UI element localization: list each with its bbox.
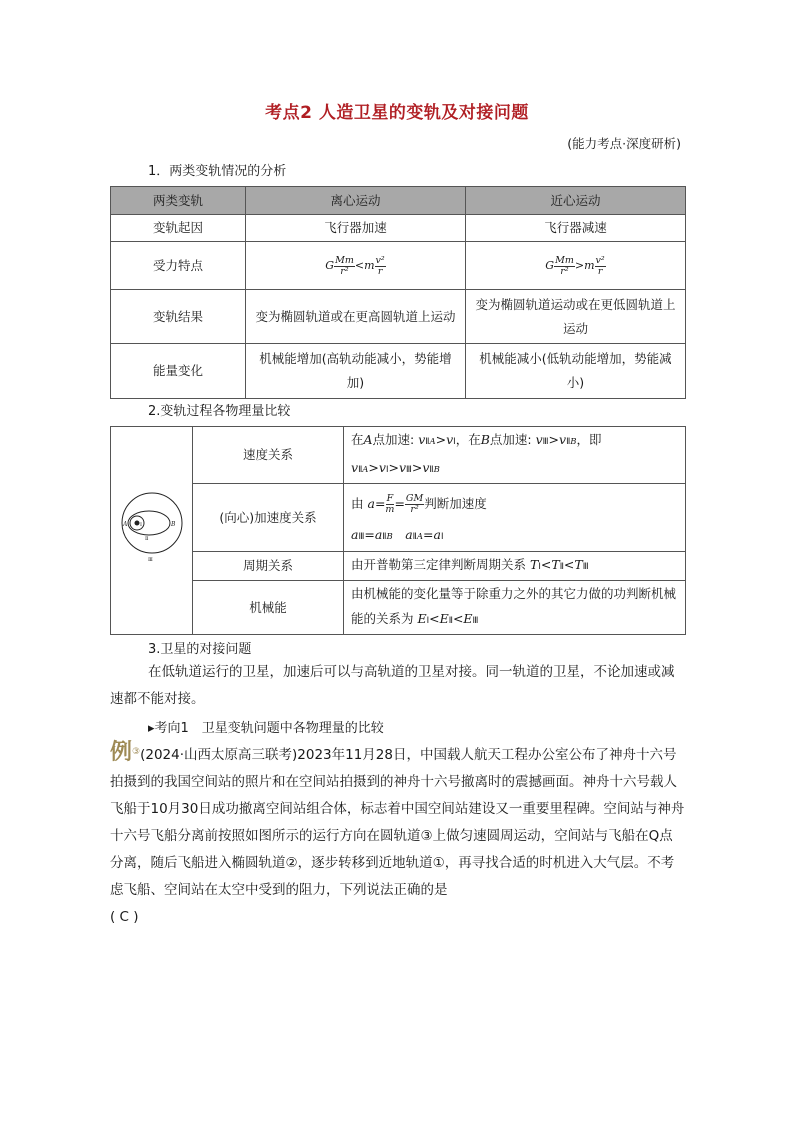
period-relation: 由开普勒第三定律判断周期关系 TⅠ<TⅡ<TⅢ xyxy=(344,552,686,581)
svg-text:B: B xyxy=(170,520,175,528)
svg-text:Ⅲ: Ⅲ xyxy=(147,556,153,563)
table-row xyxy=(111,290,686,344)
comparison-table xyxy=(110,426,686,635)
energy-relation: 由机械能的变化量等于除重力之外的其它力做的功判断机械能的关系为 EⅠ<EⅡ<EⅢ xyxy=(344,581,686,635)
docking-paragraph: 在低轨道运行的卫星，加速后可以与高轨道的卫星对接。同一轨道的卫星，不论加速或减速都不能对接。 xyxy=(110,664,675,707)
energy-text: 由机械能的变化量等于除重力之外的其它力做的功判断机械能的关系为 xyxy=(351,586,677,626)
formula-cell xyxy=(466,242,686,290)
section-3-heading: 3.卫星的对接问题 xyxy=(148,642,252,657)
answer-mark: ( C ) xyxy=(110,909,139,925)
header-cell: 近心运动 xyxy=(466,187,686,215)
table-row xyxy=(111,581,686,635)
orbit-change-table xyxy=(110,186,686,399)
orbit-diagram xyxy=(112,467,192,587)
table-cell: (向心)加速度关系 xyxy=(193,484,344,552)
table-cell: 变轨结果 xyxy=(111,290,246,344)
page-title: 考点2 人造卫星的变轨及对接问题 xyxy=(265,103,529,123)
example-paragraph xyxy=(110,739,686,931)
table-row xyxy=(111,552,686,581)
speed-relation: 在A点加速: vⅡA>vⅠ，在B点加速: vⅢ>vⅡB，即 vⅡA>vⅠ>vⅢ>vⅡB xyxy=(344,427,686,484)
table-cell: 机械能减小(低轨动能增加，势能减小) xyxy=(466,344,686,399)
table-row xyxy=(111,427,686,484)
table-cell: 速度关系 xyxy=(193,427,344,484)
table-row xyxy=(111,344,686,399)
table-cell: 飞行器加速 xyxy=(246,215,466,242)
example-text: (2024·山西太原高三联考)2023年11月28日，中国载人航天工程办公室公布了神舟十六号拍摄到的我国空间站的照片和在空间站拍摄到的神舟十六号撤离时的震撼画面。神舟十六号载人飞船于10月30日成功撤离空间站组合体，标志着中国空间站建设又一重要里程碑。空间站与神舟十六号飞船分离前按照如图所示的运行方向在圆轨道③上做匀速圆周运动，空间站与飞船在Q点分离，随后飞船进入椭圆轨道②，逐步转移到近地轨道①，再寻找合适的时机进入大气层。不考虑飞船、空间站在太空中受到的阻力，下列说法正确的是 xyxy=(110,747,685,898)
formula-cell xyxy=(246,242,466,290)
formula-centripetal: G $\frac{Mm}{\text{r²}}$ >m $\frac{\text{v²}}{r}$ xyxy=(545,254,605,277)
table-cell: 变为椭圆轨道运动或在更低圆轨道上运动 xyxy=(466,290,686,344)
table-cell: 机械能 xyxy=(193,581,344,635)
table-cell: 飞行器减速 xyxy=(466,215,686,242)
example-mark: 例 xyxy=(110,739,133,765)
svg-text:A: A xyxy=(122,520,127,528)
table-row xyxy=(111,484,686,552)
table-cell: 周期关系 xyxy=(193,552,344,581)
table-cell: 受力特点 xyxy=(111,242,246,290)
table-cell: 机械能增加(高轨动能减小，势能增加) xyxy=(246,344,466,399)
exam-direction-heading: ▸考向1 卫星变轨问题中各物理量的比较 xyxy=(148,721,384,736)
acceleration-relation: 由 a= $\frac{F}{m}$ = $\frac{GM}{\text{r²}}$ 判断加速度 aⅢ=aⅡB aⅡA=aⅠ xyxy=(344,484,686,552)
orbit-diagram-cell xyxy=(111,427,193,635)
svg-text:Ⅱ: Ⅱ xyxy=(144,535,148,542)
example-number: ③ xyxy=(132,747,141,757)
period-text: 由开普勒第三定律判断周期关系 xyxy=(351,557,527,572)
formula-centrifugal: G $\frac{Mm}{\text{r²}}$ <m $\frac{\text{v²}}{r}$ xyxy=(325,254,385,277)
table-header-row xyxy=(111,187,686,215)
section-2-heading: 2.变轨过程各物理量比较 xyxy=(148,404,291,419)
table-cell: 变轨起因 xyxy=(111,215,246,242)
section-1-heading: 1．两类变轨情况的分析 xyxy=(148,164,287,179)
topic-tag: (能力考点·深度研析) xyxy=(567,136,681,151)
header-cell: 离心运动 xyxy=(246,187,466,215)
table-cell: 变为椭圆轨道或在更高圆轨道上运动 xyxy=(246,290,466,344)
table-cell: 能量变化 xyxy=(111,344,246,399)
header-cell: 两类变轨 xyxy=(111,187,246,215)
table-row xyxy=(111,215,686,242)
svg-text:Ⅰ: Ⅰ xyxy=(139,521,142,528)
table-row xyxy=(111,242,686,290)
